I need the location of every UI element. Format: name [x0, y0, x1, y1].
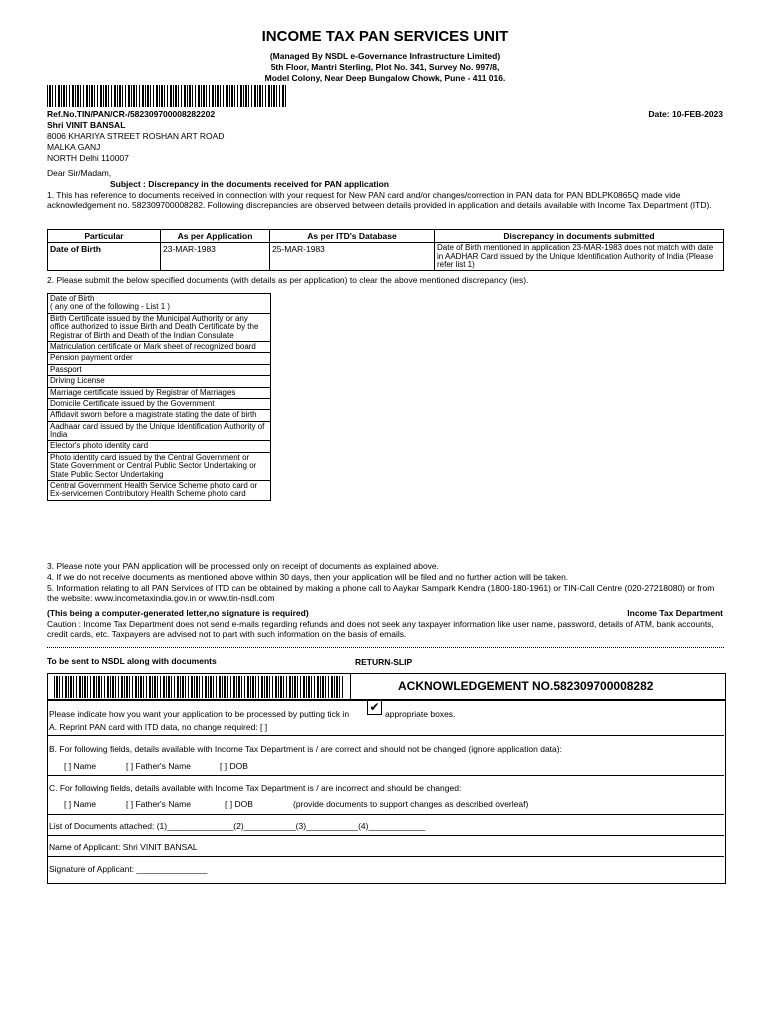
signatory: Income Tax Department [627, 608, 723, 618]
acknowledgement-number: ACKNOWLEDGEMENT NO.582309700008282 [398, 679, 654, 693]
table-header: Particular [48, 230, 161, 243]
option-b: B. For following fields, details available with Income Tax Department is / are correct and should not be changed (ignore application data): [49, 744, 562, 754]
option-b-dob-checkbox[interactable]: [ ] DOB [220, 761, 248, 771]
addressee-line: NORTH Delhi 110007 [47, 153, 129, 163]
cut-line [47, 647, 724, 648]
option-c-father-checkbox[interactable]: [ ] Father's Name [126, 799, 191, 809]
paragraph-3: 3. Please note your PAN application will be processed only on receipt of documents as explained above. [47, 561, 440, 571]
document-list [47, 293, 271, 501]
list-item: Matriculation certificate or Mark sheet of recognized board [48, 342, 270, 353]
list-item: Birth Certificate issued by the Municipal Authority or any office authorized to issue Birth and Death Certificate by the Registrar of Birth and Death of the Indian Consulate [48, 314, 270, 342]
discrepancy-table [47, 229, 724, 271]
tick-box-icon: ✔ [367, 700, 382, 715]
table-cell: 25-MAR-1983 [270, 243, 435, 271]
divider [47, 856, 724, 857]
option-c-name-checkbox[interactable]: [ ] Name [64, 799, 97, 809]
table-cell: 23-MAR-1983 [161, 243, 270, 271]
list-item: Elector's photo identity card [48, 441, 270, 452]
divider [47, 835, 724, 836]
caution-note: Caution : Income Tax Department does not send e-mails regarding refunds and does not seek any taxpayer information like user name, password, details of ATM, bank accounts, credit cards, etc. Taxpayers are advised not to part with such information on the basis of emails. [47, 619, 714, 640]
table-row [48, 243, 724, 271]
list-item: Aadhaar card issued by the Unique Identification Authority of India [48, 422, 270, 442]
salutation: Dear Sir/Madam, [47, 168, 112, 178]
doc-list-heading [48, 294, 270, 314]
letter-date: Date: 10-FEB-2023 [648, 109, 723, 119]
divider [47, 775, 724, 776]
option-a[interactable]: A. Reprint PAN card with ITD data, no change required: [ ] [49, 722, 268, 732]
doc-list-heading-1: Date of Birth [50, 294, 95, 303]
divider [47, 735, 724, 736]
indicate-instruction-end: appropriate boxes. [385, 709, 456, 719]
option-b-name-checkbox[interactable]: [ ] Name [64, 761, 97, 771]
provide-docs-note: (provide documents to support changes as described overleaf) [293, 799, 529, 809]
table-cell: Date of Birth mentioned in application 23-MAR-1983 does not match with date in AADHAR Card issued by the Unique Identification Authority of India (Please refer list 1) [435, 243, 724, 271]
ack-box [47, 673, 726, 701]
indicate-instruction: Please indicate how you want your application to be processed by putting tick in [49, 709, 350, 719]
addressee-name: Shri VINIT BANSAL [47, 120, 126, 130]
list-item: Affidavit sworn before a magistrate stating the date of birth [48, 410, 270, 421]
paragraph-1: 1. This has reference to documents received in connection with your request for New PAN card and/or changes/correction in PAN data for PAN BDLPK0865Q made vide acknowledgement no. 582309700008282. Following discrepancies are observed between details provided in application and details available with Income Tax Department (ITD). [47, 190, 712, 211]
list-item: Driving License [48, 376, 270, 387]
paragraph-2: 2. Please submit the below specified documents (with details as per application) to clear the above mentioned discrepancy (ies). [47, 275, 529, 285]
ref-number: Ref.No.TIN/PAN/CR-/582309700008282202 [47, 109, 216, 119]
list-item: Marriage certificate issued by Registrar of Marriages [48, 388, 270, 399]
address-line-2: Model Colony, Near Deep Bungalow Chowk, Pune - 411 016. [264, 73, 506, 83]
list-item: Photo identity card issued by the Central Government or State Government or Central Public Sector Undertaking or State Public Sector Undertaking [48, 453, 270, 481]
divider [350, 674, 351, 700]
applicant-signature-field[interactable]: Signature of Applicant: _______________ [49, 864, 208, 874]
send-to-nsdl-note: To be sent to NSDL along with documents [47, 656, 217, 666]
table-header: Discrepancy in documents submitted [435, 230, 724, 243]
option-b-father-checkbox[interactable]: [ ] Father's Name [126, 761, 191, 771]
address-line-1: 5th Floor, Mantri Sterling, Plot No. 341, Survey No. 997/8, [270, 62, 500, 72]
computer-generated-note: (This being a computer-generated letter,no signature is required) [47, 608, 309, 618]
documents-attached-field[interactable]: List of Documents attached: (1)______________(2)___________(3)___________(4)____________ [49, 821, 426, 831]
table-cell: Date of Birth [48, 243, 161, 271]
list-item: Central Government Health Service Scheme photo card or Ex-servicemen Contributory Health Scheme photo card [50, 481, 258, 499]
addressee-line: MALKA GANJ [47, 142, 101, 152]
list-item: Domicile Certificate issued by the Government [48, 399, 270, 410]
applicant-name: Name of Applicant: Shri VINIT BANSAL [49, 842, 198, 852]
barcode-top [47, 85, 287, 107]
managed-by: (Managed By NSDL e-Governance Infrastructure Limited) [269, 51, 501, 61]
barcode-slip [54, 676, 344, 698]
table-header: As per Application [161, 230, 270, 243]
option-c: C. For following fields, details available with Income Tax Department is / are incorrect and should be changed: [49, 783, 462, 793]
table-header: As per ITD's Database [270, 230, 435, 243]
subject: Subject : Discrepancy in the documents received for PAN application [110, 179, 389, 189]
list-item: Pension payment order [48, 353, 270, 364]
divider [47, 814, 724, 815]
paragraph-5: 5. Information relating to all PAN Services of ITD can be obtained by making a phone call to Aaykar Sampark Kendra (1800-180-1961) or TIN-Call Centre (020-27218080) or from the website: www.incometaxindia.gov.in or www.tin-nsdl.com [47, 583, 715, 604]
doc-list-heading-2: ( any one of the following - List 1 ) [50, 302, 171, 312]
addressee-line: 8006 KHARIYA STREET ROSHAN ART ROAD [47, 131, 225, 141]
page-title: INCOME TAX PAN SERVICES UNIT [261, 28, 509, 45]
return-slip-label: RETURN-SLIP [355, 657, 413, 667]
paragraph-4: 4. If we do not receive documents as mentioned above within 30 days, then your application will be filed and no further action will be taken. [47, 572, 569, 582]
option-c-dob-checkbox[interactable]: [ ] DOB [225, 799, 253, 809]
list-item: Passport [48, 365, 270, 376]
